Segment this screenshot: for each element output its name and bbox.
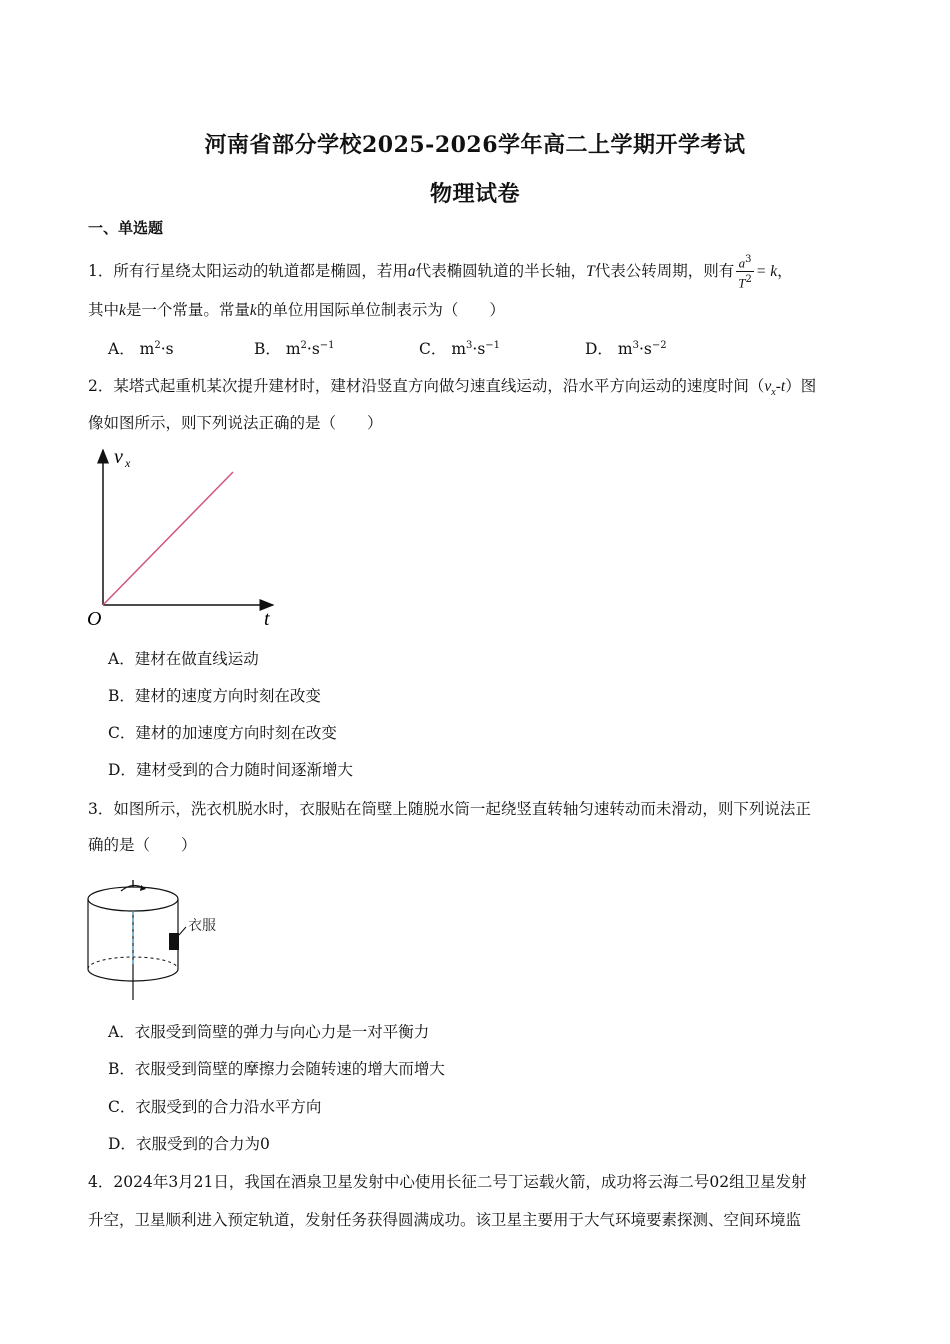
question-2-option-d[interactable]: D．建材受到的合力随时间逐渐增大 [108, 761, 353, 779]
question-2-line-2: 像如图所示，则下列说法正确的是（ ） [88, 414, 383, 432]
question-1-line-2: 其中k是一个常量。常量k的单位用国际单位制表示为（ ） [88, 301, 505, 319]
y-axis-label: v [114, 446, 123, 468]
kepler-fraction: $\frac{a^3}{T^2}$ [738, 254, 752, 291]
section-heading: 一、单选题 [88, 219, 164, 237]
question-number: 1． [88, 261, 114, 280]
question-3-line-2: 确的是（ ） [88, 836, 197, 854]
question-3-option-d[interactable]: D．衣服受到的合力为0 [108, 1135, 270, 1153]
question-1-options [108, 337, 667, 359]
page-title: 河南省部分学校2025-2026学年高二上学期开学考试 [204, 132, 746, 158]
question-number: 4． [88, 1173, 114, 1191]
velocity-time-graph [80, 440, 290, 635]
clothes-label: 衣服 [188, 919, 216, 934]
question-3-line-1: 3．如图所示，洗衣机脱水时，衣服贴在筒壁上随脱水筒一起绕竖直转轴匀速转动而未滑动，则下列说法正 [88, 800, 811, 818]
page-subtitle: 物理试卷 [429, 181, 520, 207]
question-3-option-b[interactable]: B．衣服受到筒壁的摩擦力会随转速的增大而增大 [108, 1060, 445, 1078]
x-axis-label: t [264, 608, 270, 630]
question-2-option-a[interactable]: A．建材在做直线运动 [108, 650, 259, 668]
question-number: 3． [88, 800, 114, 818]
question-number: 2． [88, 377, 114, 395]
question-4-line-2: 升空，卫星顺利进入预定轨道，发射任务获得圆满成功。该卫星主要用于大气环境要素探测、空间环境监 [88, 1211, 802, 1229]
question-2-line-1: 2．某塔式起重机某次提升建材时，建材沿竖直方向做匀速直线运动，沿水平方向运动的速度时间$(v_x-t)$图 [88, 377, 817, 399]
question-3-option-c[interactable]: C．衣服受到的合力沿水平方向 [108, 1098, 322, 1116]
origin-label: O [87, 608, 102, 630]
option-a[interactable]: A． $m^2\cdot s$ [108, 339, 174, 358]
option-b[interactable]: B． $m^2\cdot s^{-1}$ [254, 339, 335, 358]
question-2-option-c[interactable]: C．建材的加速度方向时刻在改变 [108, 724, 337, 742]
option-c[interactable]: C． $m^3\cdot s^{-1}$ [419, 339, 501, 358]
y-axis-subscript: x [125, 456, 131, 470]
velocity-line [103, 472, 233, 605]
option-d[interactable]: D． $m^3\cdot s^{-2}$ [585, 339, 667, 358]
question-2-option-b[interactable]: B．建材的速度方向时刻在改变 [108, 687, 321, 705]
question-1-line-1: 1．所有行星绕太阳运动的轨道都是椭圆，若用a代表椭圆轨道的半长轴，T代表公转周期，则有 $\frac{a^3}{T^2}$ = k， [88, 254, 793, 291]
clothes-block [169, 933, 179, 950]
washing-machine-figure [85, 875, 235, 1005]
drum-top [88, 887, 178, 911]
question-4-line-1: 4．2024年3月21日，我国在酒泉卫星发射中心使用长征二号丁运载火箭，成功将云海二号02组卫星发射 [88, 1173, 807, 1191]
question-3-option-a[interactable]: A．衣服受到筒壁的弹力与向心力是一对平衡力 [108, 1023, 430, 1041]
